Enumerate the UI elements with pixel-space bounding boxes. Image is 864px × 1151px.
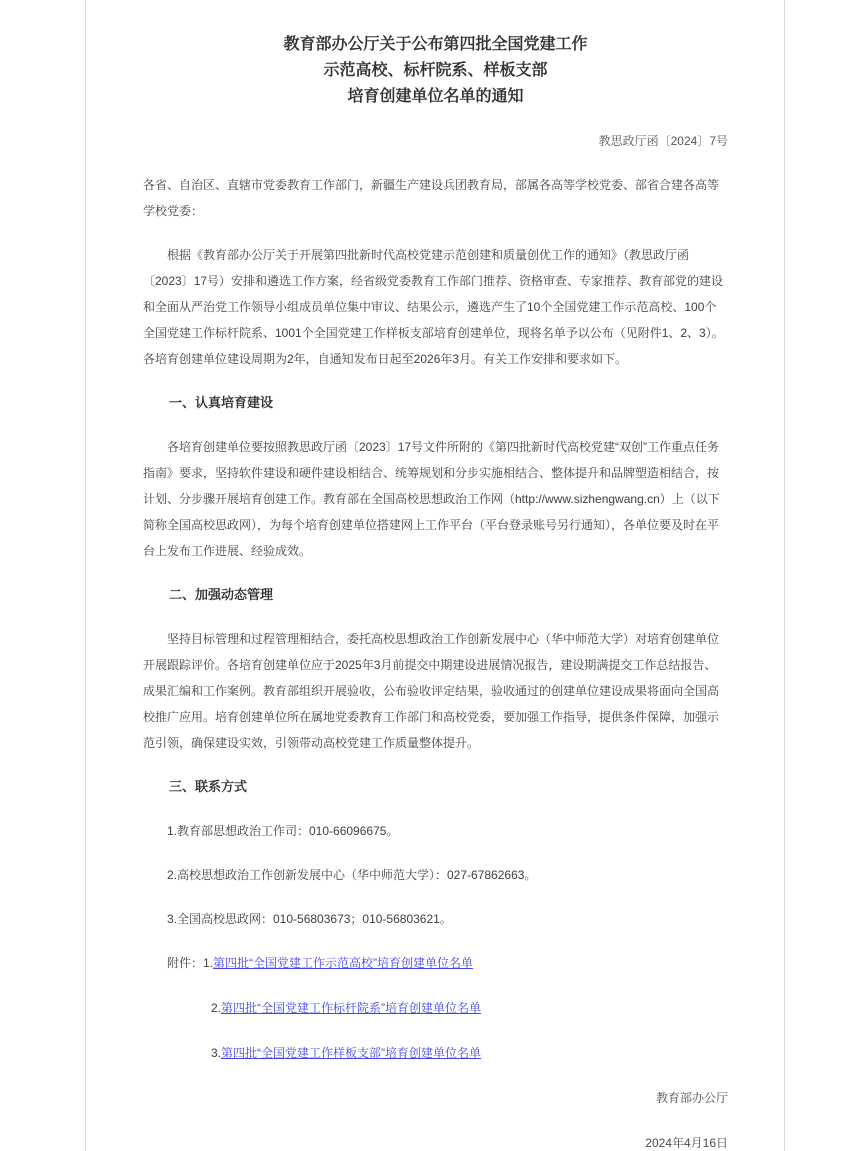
attachment-1-number: 1. bbox=[203, 956, 214, 970]
issuing-office-signature: 教育部办公厅 bbox=[655, 1091, 728, 1105]
section-heading-1: 一、认真培育建设 bbox=[169, 395, 274, 410]
issue-date: 2024年4月16日 bbox=[645, 1136, 728, 1150]
attachment-3-number: 3. bbox=[211, 1046, 222, 1060]
doc-title-line-3: 培育创建单位名单的通知 bbox=[347, 88, 524, 105]
attachments-list bbox=[143, 950, 728, 1066]
attachment-1-link[interactable]: 第四批“全国党建工作示范高校”培育创建单位名单 bbox=[213, 956, 474, 970]
doc-title bbox=[143, 32, 728, 110]
section-heading-3: 三、联系方式 bbox=[169, 779, 248, 794]
attachment-row-3 bbox=[143, 1040, 728, 1066]
intro-paragraph: 根据《教育部办公厅关于开展第四批新时代高校党建示范创建和质量创优工作的通知》（教思政厅函〔2023〕17号）安排和遴选工作方案，经省级党委教育工作部门推荐、资格审查、专家推荐、教育部党的建设和全面从严治党工作领导小组成员单位集中审议、结果公示，遴选产生了10个全国党建工作示范高校、100个全国党建工作标杆院系、1001个全国党建工作样板支部培育创建单位，现将名单予以公布（见附件1、2、3）。各培育创建单位建设周期为2年，自通知发布日起至2026年3月。有关工作安排和要求如下。 bbox=[143, 248, 724, 366]
notice-document bbox=[85, 0, 785, 1151]
section-2-body: 坚持目标管理和过程管理相结合，委托高校思想政治工作创新发展中心（华中师范大学）对培育创建单位开展跟踪评价。各培育创建单位应于2025年3月前提交中期建设进展情况报告，建设期满提交工作总结报告、成果汇编和工作案例。教育部组织开展验收，公布验收评定结果，验收通过的创建单位建设成果将面向全国高校推广应用。培育创建单位所在属地党委教育工作部门和高校党委，要加强工作指导，提供条件保障，加强示范引领，确保建设实效，引领带动高校党建工作质量整体提升。 bbox=[143, 632, 720, 750]
attachment-row-1 bbox=[143, 950, 728, 976]
doc-title-line-1: 教育部办公厅关于公布第四批全国党建工作 bbox=[283, 36, 588, 53]
doc-title-line-2: 示范高校、标杆院系、样板支部 bbox=[323, 62, 548, 79]
attachment-row-2 bbox=[143, 995, 728, 1021]
contact-line-1: 1.教育部思想政治工作司：010-66096675。 bbox=[167, 824, 399, 838]
contact-line-3: 3.全国高校思政网：010-56803673；010-56803621。 bbox=[167, 912, 452, 926]
contact-line-2: 2.高校思想政治工作创新发展中心（华中师范大学）：027-67862663。 bbox=[167, 868, 537, 882]
attachment-2-number: 2. bbox=[211, 1001, 222, 1015]
attachment-2-link[interactable]: 第四批“全国党建工作标杆院系”培育创建单位名单 bbox=[221, 1001, 482, 1015]
doc-number: 教思政厅函〔2024〕7号 bbox=[598, 134, 728, 148]
attachments-label: 附件： bbox=[167, 956, 204, 970]
attachment-3-link[interactable]: 第四批“全国党建工作样板支部”培育创建单位名单 bbox=[221, 1046, 482, 1060]
section-1-body: 各培育创建单位要按照教思政厅函〔2023〕17号文件所附的《第四批新时代高校党建“双创”工作重点任务指南》要求，坚持软件建设和硬件建设相结合、统筹规划和分步实施相结合、整体提升和品牌塑造相结合，按计划、分步骤开展培育创建工作。教育部在全国高校思想政治工作网（http://www.sizhengwang.cn）上（以下简称全国高校思政网），为每个培育创建单位搭建网上工作平台（平台登录账号另行通知），各单位要及时在平台上发布工作进展、经验成效。 bbox=[143, 440, 720, 558]
section-heading-2: 二、加强动态管理 bbox=[169, 587, 274, 602]
salutation: 各省、自治区、直辖市党委教育工作部门，新疆生产建设兵团教育局，部属各高等学校党委、部省合建各高等学校党委： bbox=[143, 178, 720, 218]
